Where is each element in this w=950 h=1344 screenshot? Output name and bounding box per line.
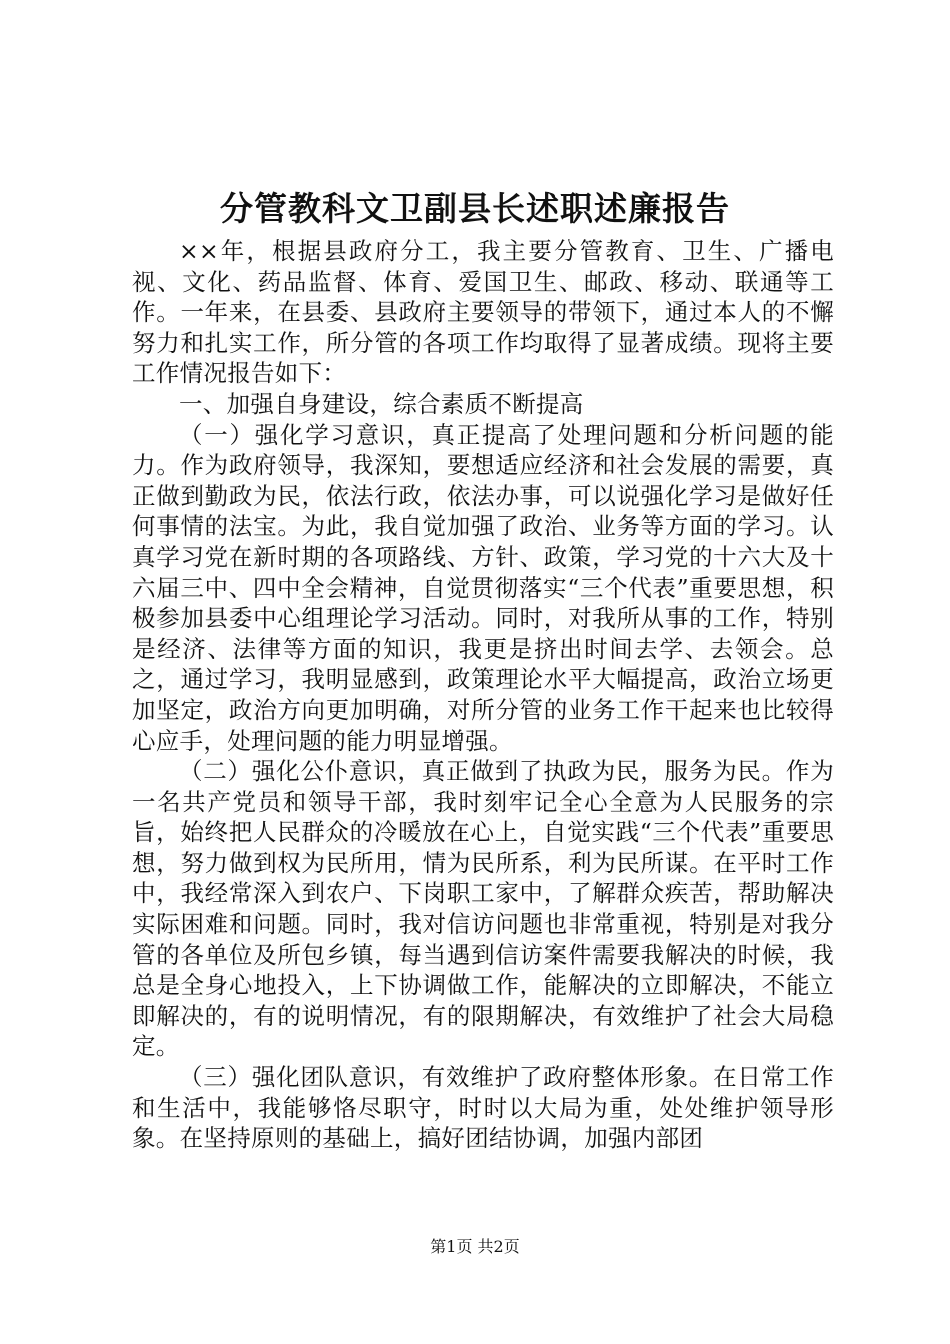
section-heading: 一、加强自身建设，综合素质不断提高: [179, 389, 584, 418]
subsection-paragraph-2: （二）强化公仆意识，真正做到了执政为民，服务为民。作为一名共产党员和领导干部，我时刻牢记全心全意为人民服务的宗旨，始终把人民群众的冷暖放在心上，自觉实践“三个代表”重要思想，努力做到权为民所用，情为民所系，利为民所谋。在平时工作中，我经常深入到农户、下岗职工家中，了解群众疾苦，帮助解决实际困难和问题。同时，我对信访问题也非常重视，特别是对我分管的各单位及所包乡镇，每当遇到信访案件需要我解决的时候，我总是全身心地投入，上下协调做工作，能解决的立即解决，不能立即解决的，有的说明情况，有的限期解决，有效维护了社会大局稳定。: [132, 757, 834, 1061]
page-number-footer: 第1页 共2页: [430, 1237, 520, 1256]
document-title: 分管教科文卫副县长述职述廉报告: [220, 189, 730, 228]
subsection-paragraph-1: （一）强化学习意识，真正提高了处理问题和分析问题的能力。作为政府领导，我深知，要想适应经济和社会发展的需要，真正做到勤政为民，依法行政，依法办事，可以说强化学习是做好任何事情的法宝。为此，我自觉加强了政治、业务等方面的学习。认真学习党在新时期的各项路线、方针、政策，学习党的十六大及十六届三中、四中全会精神，自觉贯彻落实“三个代表”重要思想，积极参加县委中心组理论学习活动。同时，对我所从事的工作，特别是经济、法律等方面的知识，我更是挤出时间去学、去领会。总之，通过学习，我明显感到，政策理论水平大幅提高，政治立场更加坚定，政治方向更加明确，对所分管的业务工作干起来也比较得心应手，处理问题的能力明显增强。: [132, 420, 834, 755]
document-body: [132, 236, 834, 1154]
subsection-paragraph-3: （三）强化团队意识，有效维护了政府整体形象。在日常工作和生活中，我能够恪尽职守，时时以大局为重，处处维护领导形象。在坚持原则的基础上，搞好团结协调，加强内部团: [132, 1063, 834, 1153]
intro-paragraph: ××年，根据县政府分工，我主要分管教育、卫生、广播电视、文化、药品监督、体育、爱国卫生、邮政、移动、联通等工作。一年来，在县委、县政府主要领导的带领下，通过本人的不懈努力和扎实工作，所分管的各项工作均取得了显著成绩。现将主要工作情况报告如下：: [132, 237, 834, 388]
